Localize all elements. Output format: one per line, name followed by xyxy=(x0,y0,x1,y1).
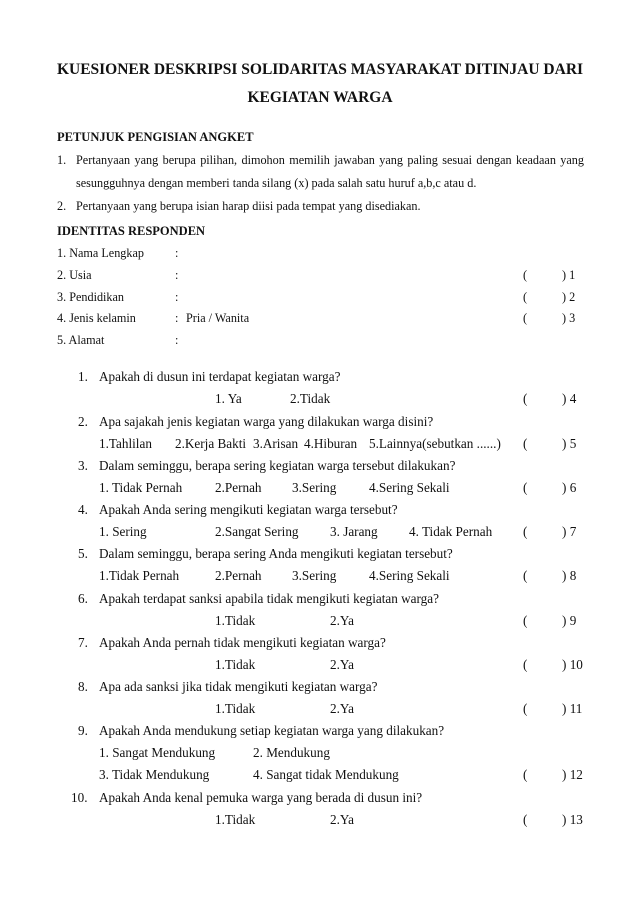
answer-option[interactable]: 4.Hiburan xyxy=(304,436,358,451)
question-number: 1. xyxy=(78,369,88,384)
answer-option[interactable]: 1. Sangat Mendukung xyxy=(99,745,216,760)
answer-code: ) 1 xyxy=(562,268,576,282)
identity-colon: : xyxy=(175,290,179,304)
answer-option[interactable]: 4.Sering Sekali xyxy=(369,480,450,495)
answer-code: ) 12 xyxy=(562,767,583,782)
identity-label: 1. Nama Lengkap xyxy=(57,246,144,260)
answer-paren-open[interactable]: ( xyxy=(523,767,528,782)
identity-label: 2. Usia xyxy=(57,268,92,282)
question-text: Apakah Anda sering mengikuti kegiatan warga tersebut? xyxy=(99,502,398,517)
answer-option[interactable]: 3. Jarang xyxy=(330,524,378,539)
question-text: Dalam seminggu, berapa sering kegiatan warga tersebut dilakukan? xyxy=(99,458,456,473)
question-text: Apa ada sanksi jika tidak mengikuti kegiatan warga? xyxy=(99,679,378,694)
answer-option[interactable]: 1.Tidak Pernah xyxy=(99,568,180,583)
question-text: Dalam seminggu, berapa sering Anda mengikuti kegiatan tersebut? xyxy=(99,546,453,561)
answer-code: ) 6 xyxy=(562,480,577,495)
answer-paren-open[interactable]: ( xyxy=(523,524,528,539)
answer-option[interactable]: 2.Ya xyxy=(330,812,354,827)
instruction-text-continued: sesungguhnya dengan memberi tanda silang (x) pada salah satu huruf a,b,c atau d. xyxy=(76,176,477,190)
answer-paren-open[interactable]: ( xyxy=(523,701,528,716)
document-title-line-2: KEGIATAN WARGA xyxy=(247,89,393,106)
answer-code: ) 13 xyxy=(562,812,583,827)
answer-paren-open[interactable]: ( xyxy=(523,311,528,325)
answer-option[interactable]: 2.Tidak xyxy=(290,391,331,406)
answer-paren-open[interactable]: ( xyxy=(523,268,528,282)
answer-code: ) 9 xyxy=(562,613,577,628)
answer-option[interactable]: 2.Ya xyxy=(330,701,354,716)
answer-paren-open[interactable]: ( xyxy=(523,613,528,628)
answer-code: ) 4 xyxy=(562,391,577,406)
instruction-text: Pertanyaan yang berupa pilihan, dimohon memilih jawaban yang paling sesuai dengan keadaan yang xyxy=(76,153,584,167)
identity-value-field[interactable]: Pria / Wanita xyxy=(186,311,250,325)
answer-paren-open[interactable]: ( xyxy=(523,657,528,672)
answer-option[interactable]: 2.Pernah xyxy=(215,480,262,495)
answer-code: ) 8 xyxy=(562,568,577,583)
answer-option[interactable]: 1.Tidak xyxy=(215,657,256,672)
identity-colon: : xyxy=(175,311,179,325)
question-text: Apakah di dusun ini terdapat kegiatan warga? xyxy=(99,369,341,384)
answer-option[interactable]: 1. Sering xyxy=(99,524,147,539)
answer-code: ) 11 xyxy=(562,701,583,716)
answer-option[interactable]: 1. Tidak Pernah xyxy=(99,480,183,495)
answer-option[interactable]: 4. Sangat tidak Mendukung xyxy=(253,767,399,782)
question-number: 3. xyxy=(78,458,88,473)
answer-option[interactable]: 2.Ya xyxy=(330,613,354,628)
answer-option[interactable]: 4.Sering Sekali xyxy=(369,568,450,583)
identity-colon: : xyxy=(175,268,179,282)
identity-colon: : xyxy=(175,246,179,260)
answer-paren-open[interactable]: ( xyxy=(523,812,528,827)
answer-code: ) 5 xyxy=(562,436,577,451)
question-number: 8. xyxy=(78,679,88,694)
question-number: 2. xyxy=(78,414,88,429)
answer-paren-open[interactable]: ( xyxy=(523,480,528,495)
answer-option[interactable]: 2.Sangat Sering xyxy=(215,524,299,539)
answer-code: ) 2 xyxy=(562,290,576,304)
answer-option[interactable]: 2.Pernah xyxy=(215,568,262,583)
question-text: Apakah Anda pernah tidak mengikuti kegiatan warga? xyxy=(99,635,386,650)
answer-option[interactable]: 1.Tahlilan xyxy=(99,436,152,451)
document-title-line-1: KUESIONER DESKRIPSI SOLIDARITAS MASYARAKAT DITINJAU DARI xyxy=(56,61,584,78)
answer-option[interactable]: 3. Tidak Mendukung xyxy=(99,767,210,782)
answer-code: ) 3 xyxy=(562,311,576,325)
answer-paren-open[interactable]: ( xyxy=(523,290,528,304)
answer-option[interactable]: 1.Tidak xyxy=(215,701,256,716)
identity-label: 3. Pendidikan xyxy=(57,290,125,304)
identity-heading: IDENTITAS RESPONDEN xyxy=(57,224,206,238)
answer-paren-open[interactable]: ( xyxy=(523,568,528,583)
answer-code: ) 7 xyxy=(562,524,577,539)
answer-option[interactable]: 5.Lainnya(sebutkan ......) xyxy=(369,436,501,451)
answer-option[interactable]: 2. Mendukung xyxy=(253,745,330,760)
answer-option[interactable]: 4. Tidak Pernah xyxy=(409,524,493,539)
question-number: 4. xyxy=(78,502,88,517)
answer-option[interactable]: 1.Tidak xyxy=(215,613,256,628)
instruction-number: 2. xyxy=(57,199,67,213)
answer-paren-open[interactable]: ( xyxy=(523,391,528,406)
answer-option[interactable]: 1. Ya xyxy=(215,391,242,406)
question-text: Apakah Anda mendukung setiap kegiatan warga yang dilakukan? xyxy=(99,723,445,738)
answer-option[interactable]: 3.Sering xyxy=(292,568,337,583)
answer-code: ) 10 xyxy=(562,657,583,672)
identity-colon: : xyxy=(175,333,179,347)
question-text: Apa sajakah jenis kegiatan warga yang dilakukan warga disini? xyxy=(99,414,434,429)
instruction-text: Pertanyaan yang berupa isian harap diisi pada tempat yang disediakan. xyxy=(76,199,421,213)
answer-option[interactable]: 3.Arisan xyxy=(253,436,299,451)
question-text: Apakah Anda kenal pemuka warga yang berada di dusun ini? xyxy=(99,790,423,805)
answer-option[interactable]: 3.Sering xyxy=(292,480,337,495)
question-text: Apakah terdapat sanksi apabila tidak mengikuti kegiatan warga? xyxy=(99,591,439,606)
answer-option[interactable]: 1.Tidak xyxy=(215,812,256,827)
identity-label: 5. Alamat xyxy=(57,333,105,347)
answer-paren-open[interactable]: ( xyxy=(523,436,528,451)
question-number: 5. xyxy=(78,546,88,561)
answer-option[interactable]: 2.Ya xyxy=(330,657,354,672)
instruction-number: 1. xyxy=(57,153,67,167)
answer-option[interactable]: 2.Kerja Bakti xyxy=(175,436,247,451)
question-number: 10. xyxy=(71,790,88,805)
question-number: 7. xyxy=(78,635,88,650)
identity-label: 4. Jenis kelamin xyxy=(57,311,136,325)
question-number: 6. xyxy=(78,591,88,606)
question-number: 9. xyxy=(78,723,88,738)
instructions-heading: PETUNJUK PENGISIAN ANGKET xyxy=(57,130,254,144)
